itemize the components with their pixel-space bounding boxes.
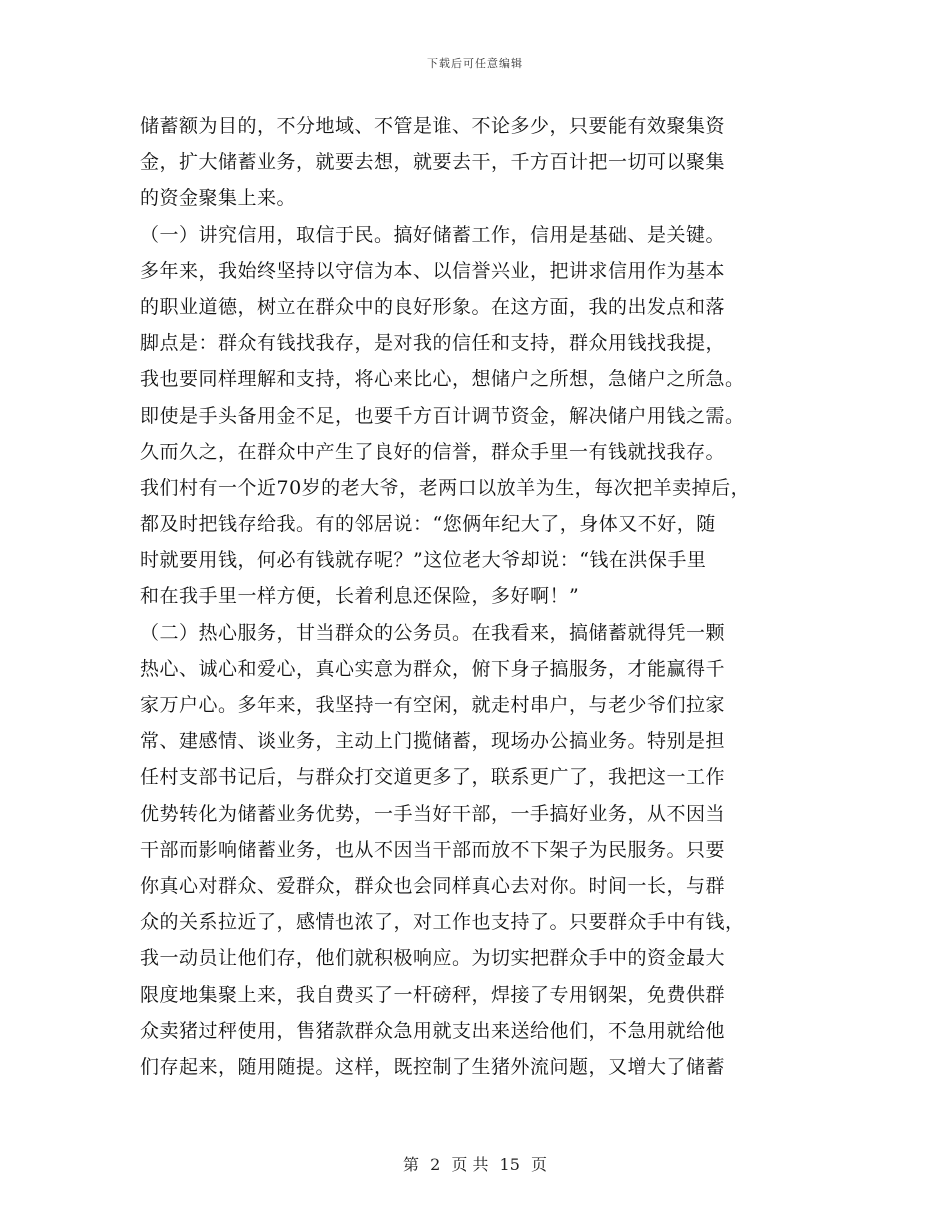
page-number: 2: [430, 1155, 441, 1174]
text-line: 们存起来，随用随提。这样，既控制了生猪外流问题，又增大了储蓄: [140, 1055, 726, 1078]
text-line: 你真心对群众、爱群众，群众也会同样真心去对你。时间一长，与群: [140, 874, 726, 897]
text-line: （一）讲究信用，取信于民。搞好储蓄工作，信用是基础、是关键。: [140, 223, 726, 246]
text-line: 和在我手里一样方便，长着利息还保险，多好啊！”: [140, 585, 580, 608]
text-line: 热心、诚心和爱心，真心实意为群众，俯下身子搞服务，才能赢得千: [140, 657, 726, 680]
text-line: 储蓄额为目的，不分地域、不管是谁、不论多少，只要能有效聚集资: [140, 115, 726, 137]
text-line: 即使是手头备用金不足，也要千方百计调节资金，解决储户用钱之需。: [140, 404, 745, 427]
text-line: 我一动员让他们存，他们就积极响应。为切实把群众手中的资金最大: [140, 947, 726, 970]
document-body: [140, 108, 820, 1085]
text-line: 的职业道德，树立在群众中的良好形象。在这方面，我的出发点和落: [140, 295, 726, 318]
text-line: 脚点是：群众有钱找我存，是对我的信任和支持，群众用钱找我提，: [140, 332, 726, 355]
text-line: 限度地集聚上来，我自费买了一杆磅秤，焊接了专用钢架，免费供群: [140, 983, 726, 1006]
page-label-prefix: 第: [402, 1155, 419, 1174]
page-label-suffix: 页: [531, 1155, 548, 1174]
total-pages: 15: [499, 1155, 520, 1174]
text-line: 众的关系拉近了，感情也浓了，对工作也支持了。只要群众手中有钱，: [140, 911, 745, 934]
text-line: 常、建感情、谈业务，主动上门揽储蓄，现场办公搞业务。特别是担: [140, 730, 726, 753]
text-line: 多年来，我始终坚持以守信为本、以信誉兴业，把讲求信用作为基本: [140, 259, 726, 282]
text-line: （二）热心服务，甘当群众的公务员。在我看来，搞储蓄就得凭一颗: [140, 621, 726, 644]
text-line: 优势转化为储蓄业务优势，一手当好干部，一手搞好业务，从不因当: [140, 802, 726, 825]
text-line: 众卖猪过秤使用，售猪款群众急用就支出来送给他们，不急用就给他: [140, 1019, 726, 1042]
page-label-mid: 页 共: [451, 1155, 489, 1174]
text-line: 金，扩大储蓄业务，就要去想，就要去干，千方百计把一切可以聚集: [140, 151, 726, 174]
text-line: 时就要用钱，何必有钱就存呢？”这位老大爷却说：“钱在洪保手里: [140, 549, 707, 572]
text-line: 久而久之，在群众中产生了良好的信誉，群众手里一有钱就找我存。: [140, 440, 726, 463]
text-line: 我也要同样理解和支持，将心来比心，想储户之所想，急储户之所急。: [140, 368, 745, 391]
text-line: 家万户心。多年来，我坚持一有空闲，就走村串户，与老少爷们拉家: [140, 694, 726, 716]
text-line: 都及时把钱存给我。有的邻居说：“您俩年纪大了，身体又不好，随: [140, 513, 716, 536]
page-footer: [0, 1152, 950, 1175]
page-header: 下载后可任意编辑: [427, 57, 523, 70]
text-line: 干部而影响储蓄业务，也从不因当干部而放不下架子为民服务。只要: [140, 838, 726, 861]
text-line: 的资金聚集上来。: [140, 187, 297, 210]
text-line: 我们村有一个近70岁的老大爷，老两口以放羊为生，每次把羊卖掉后，: [140, 476, 751, 499]
text-line: 任村支部书记后，与群众打交道更多了，联系更广了，我把这一工作: [140, 766, 726, 789]
